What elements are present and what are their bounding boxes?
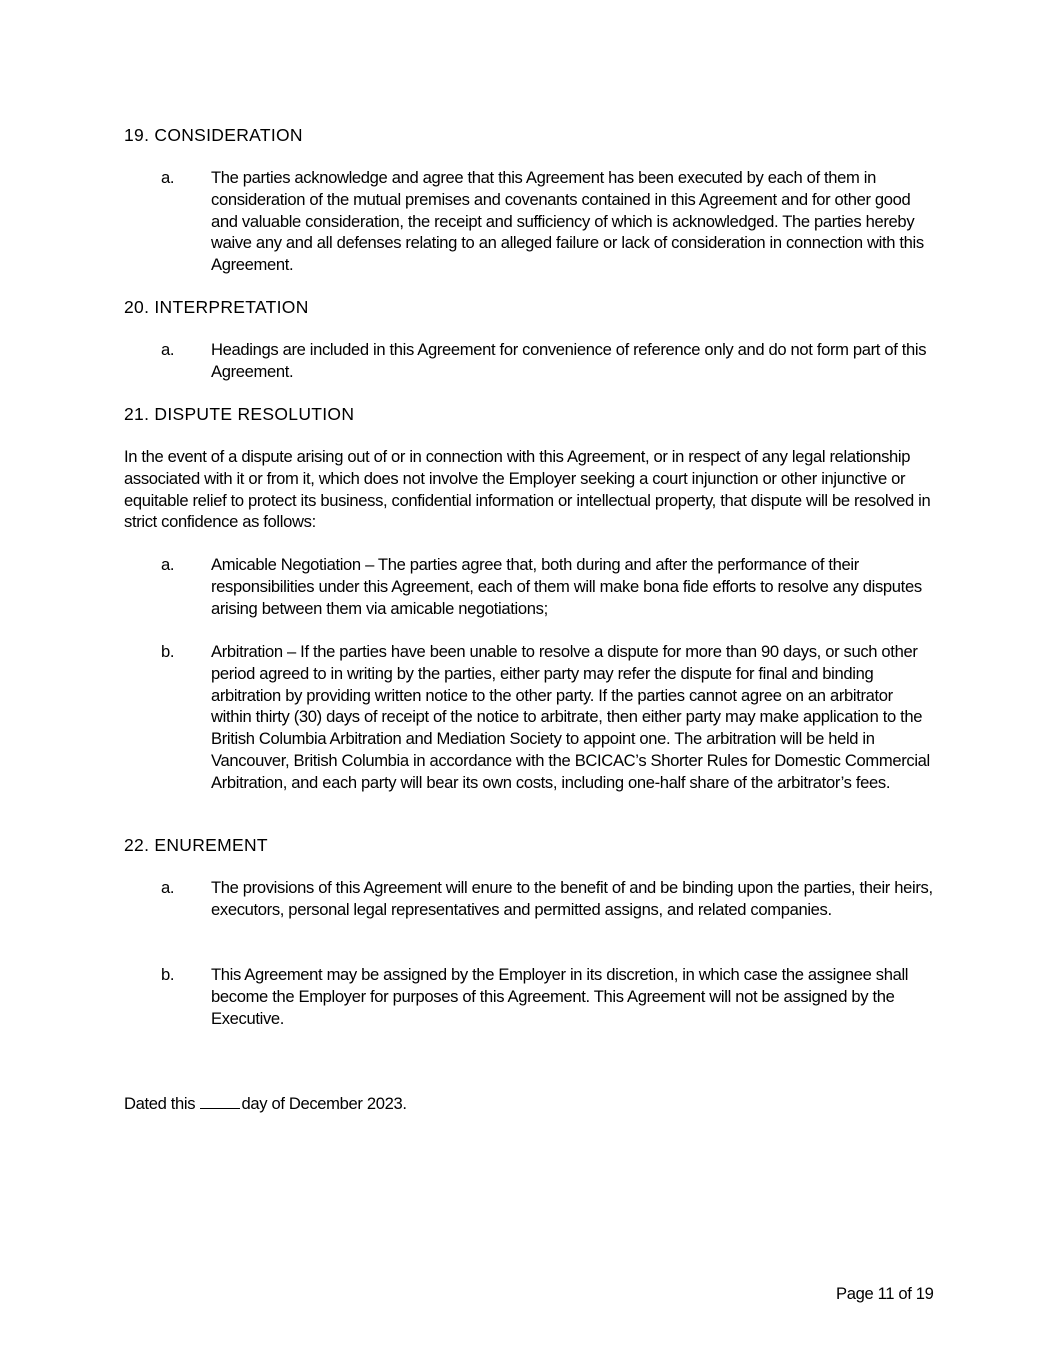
section-heading-dispute-resolution: 21. DISPUTE RESOLUTION [124,404,355,424]
dated-suffix: day of December 2023. [241,1094,407,1113]
clause-text: Arbitration – If the parties have been unable to resolve a dispute for more than 90 days, or such other period agreed to in writing by the parties, either party may refer the dispute for final and binding arbitration by providing written notice to the other party. If the parties cannot agree on an arbitrator within thirty (30) days of receipt of the notice to arbitrate, then either party may make application to the British Columbia Arbitration and Mediation Society to appoint one. The arbitration will be held in Vancouver, British Columbia in accordance with the BCICAC’s Shorter Rules for Domestic Commercial Arbitration, and each party will bear its own costs, including one-half share of the arbitrator’s fees. [211,642,930,792]
list-item [124,167,934,276]
section-heading-enurement: 22. ENUREMENT [124,835,268,855]
clause-text: Headings are included in this Agreement for convenience of reference only and do not form part of this Agreement. [211,340,927,381]
list-item [124,964,934,1029]
list-marker: a. [161,168,175,187]
list-item [124,877,934,921]
list-marker: b. [161,965,175,984]
dated-prefix: Dated this [124,1094,196,1113]
list-item [124,641,934,794]
clause-text: The provisions of this Agreement will enure to the benefit of and be binding upon the parties, their heirs, executors, personal legal representatives and permitted assigns, and related companies. [211,878,933,919]
page-number: Page 11 of 19 [836,1284,934,1303]
dated-line [124,1093,407,1115]
list-marker: a. [161,878,175,897]
dispute-intro-paragraph: In the event of a dispute arising out of or in connection with this Agreement, or in respect of any legal relationship associated with it or from it, which does not involve the Employer seeking a court injunction or other injunctive or equitable relief to protect its business, confidential information or intellectual property, that dispute will be resolved in strict confidence as follows: [124,447,931,532]
list-marker: b. [161,642,175,661]
section-heading-consideration: 19. CONSIDERATION [124,125,303,145]
clause-text: This Agreement may be assigned by the Employer in its discretion, in which case the assignee shall become the Employer for purposes of this Agreement. This Agreement will not be assigned by the Executive. [211,965,909,1028]
list-item [124,554,934,619]
list-marker: a. [161,340,175,359]
clause-text: The parties acknowledge and agree that this Agreement has been executed by each of them in consideration of the mutual premises and covenants contained in this Agreement and for other good and valuable consideration, the receipt and sufficiency of which is acknowledged. The parties hereby waive any and all defenses relating to an alleged failure or lack of consideration in connection with this Agreement. [211,168,924,275]
section-heading-interpretation: 20. INTERPRETATION [124,297,309,317]
list-marker: a. [161,555,175,574]
date-blank-line [200,1093,240,1109]
clause-text: Amicable Negotiation – The parties agree that, both during and after the performance of their responsibilities under this Agreement, each of them will make bona fide efforts to resolve any disputes arising between them via amicable negotiations; [211,555,922,618]
list-item [124,339,934,383]
